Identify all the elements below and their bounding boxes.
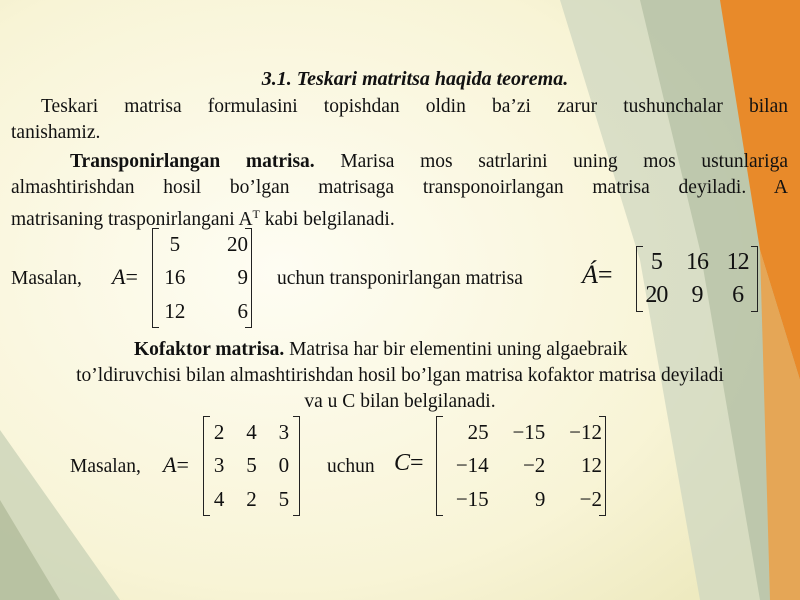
cofactor-line-1	[134, 337, 628, 363]
matrix-a-cofactor-example	[203, 416, 300, 516]
example1-result-lhs	[582, 262, 613, 291]
transposed-matrix-name: Á	[582, 260, 598, 289]
cofactor-term: Kofaktor matrisa.	[134, 339, 285, 360]
matrix-cell: 9	[691, 282, 703, 308]
equals-sign: =	[597, 260, 613, 289]
section-heading: 3.1. Teskari matritsa haqida teorema.	[261, 68, 569, 90]
matrix-cell: 5	[650, 249, 662, 275]
matrix-cell: −2	[522, 453, 546, 478]
matrix-cell: 4	[246, 420, 257, 445]
matrix-cell: 0	[278, 453, 290, 478]
matrix-cell: −2	[579, 486, 602, 511]
matrix-cell: 2	[246, 486, 257, 511]
matrix-cell: 5	[246, 453, 257, 478]
matrix-cell: 16	[164, 265, 186, 290]
equals-sign: =	[410, 450, 424, 476]
matrix-cell: −14	[455, 453, 489, 478]
example2-lhs	[163, 452, 189, 480]
cofactor-line-3: va u C bilan belgilanadi.	[304, 391, 496, 412]
intro-line-2: tanishamiz.	[11, 122, 101, 143]
matrix-cell: 25	[467, 420, 489, 445]
matrix-cell: −15	[512, 420, 546, 445]
example2-middle-text: uchun	[327, 456, 375, 477]
matrix-a-transpose-example	[152, 228, 252, 328]
transpose-term: Transponirlangan matrisa.	[70, 151, 315, 172]
matrix-cell: 12	[164, 298, 186, 323]
cofactor-matrix-name: C	[394, 450, 411, 476]
matrix-cell: 16	[685, 249, 708, 275]
matrix-a-name: A	[112, 264, 126, 289]
transposed-matrix	[636, 246, 758, 312]
matrix-cell: 9	[237, 265, 248, 290]
example2-label: Masalan,	[70, 456, 141, 477]
matrix-a-grid	[152, 228, 252, 328]
matrix-cell: 9	[534, 486, 546, 511]
matrix-a-name: A	[163, 452, 177, 477]
matrix-cell: 2	[213, 420, 225, 445]
transpose-notation-tail: kabi belgilanadi.	[259, 209, 395, 230]
equals-sign: =	[125, 264, 138, 289]
matrix-cell: 4	[213, 486, 225, 511]
transpose-notation-text: matrisaning trasponirlangani A	[11, 209, 253, 230]
example1-middle-text: uchun transponirlangan matrisa	[277, 268, 523, 289]
example1-lhs	[112, 264, 138, 292]
matrix-cell: 5	[169, 232, 181, 257]
transpose-superscript: T	[252, 207, 260, 221]
matrix-cell: 20	[645, 282, 668, 308]
matrix-cell: 6	[237, 298, 248, 323]
matrix-cell: 5	[278, 486, 290, 511]
transpose-line-1	[11, 149, 788, 175]
transpose-definition: Marisa mos satrlarini uning mos ustunlariga	[340, 151, 788, 172]
cofactor-matrix-grid	[436, 416, 606, 516]
matrix-cell: 6	[732, 282, 744, 308]
cofactor-line-2: to’ldiruvchisi bilan almashtirishdan hosil bo’lgan matrisa kofaktor matrisa deyiladi	[76, 365, 724, 386]
matrix-cell: 3	[278, 420, 290, 445]
matrix-cell: −15	[455, 486, 489, 511]
transposed-matrix-grid	[636, 246, 758, 312]
matrix-cell: 3	[213, 453, 225, 478]
matrix-cell: 12	[726, 249, 749, 275]
example1-label: Masalan,	[11, 268, 82, 289]
example2-result-lhs	[394, 450, 424, 478]
matrix-cell: 20	[227, 232, 248, 257]
intro-line-1: Teskari matrisa formulasini topishdan oldin ba’zi zarur tushunchalar bilan	[41, 96, 788, 117]
transpose-line-2: almashtirishdan hosil bo’lgan matrisaga transponoirlangan matrisa deyiladi. A	[11, 177, 788, 198]
matrix-a-grid	[203, 416, 300, 516]
cofactor-definition: Matrisa har bir elementini uning algaebraik	[289, 339, 628, 360]
matrix-cell: 12	[581, 453, 602, 478]
cofactor-matrix	[436, 416, 606, 516]
matrix-cell: −12	[569, 420, 602, 445]
equals-sign: =	[176, 452, 189, 477]
